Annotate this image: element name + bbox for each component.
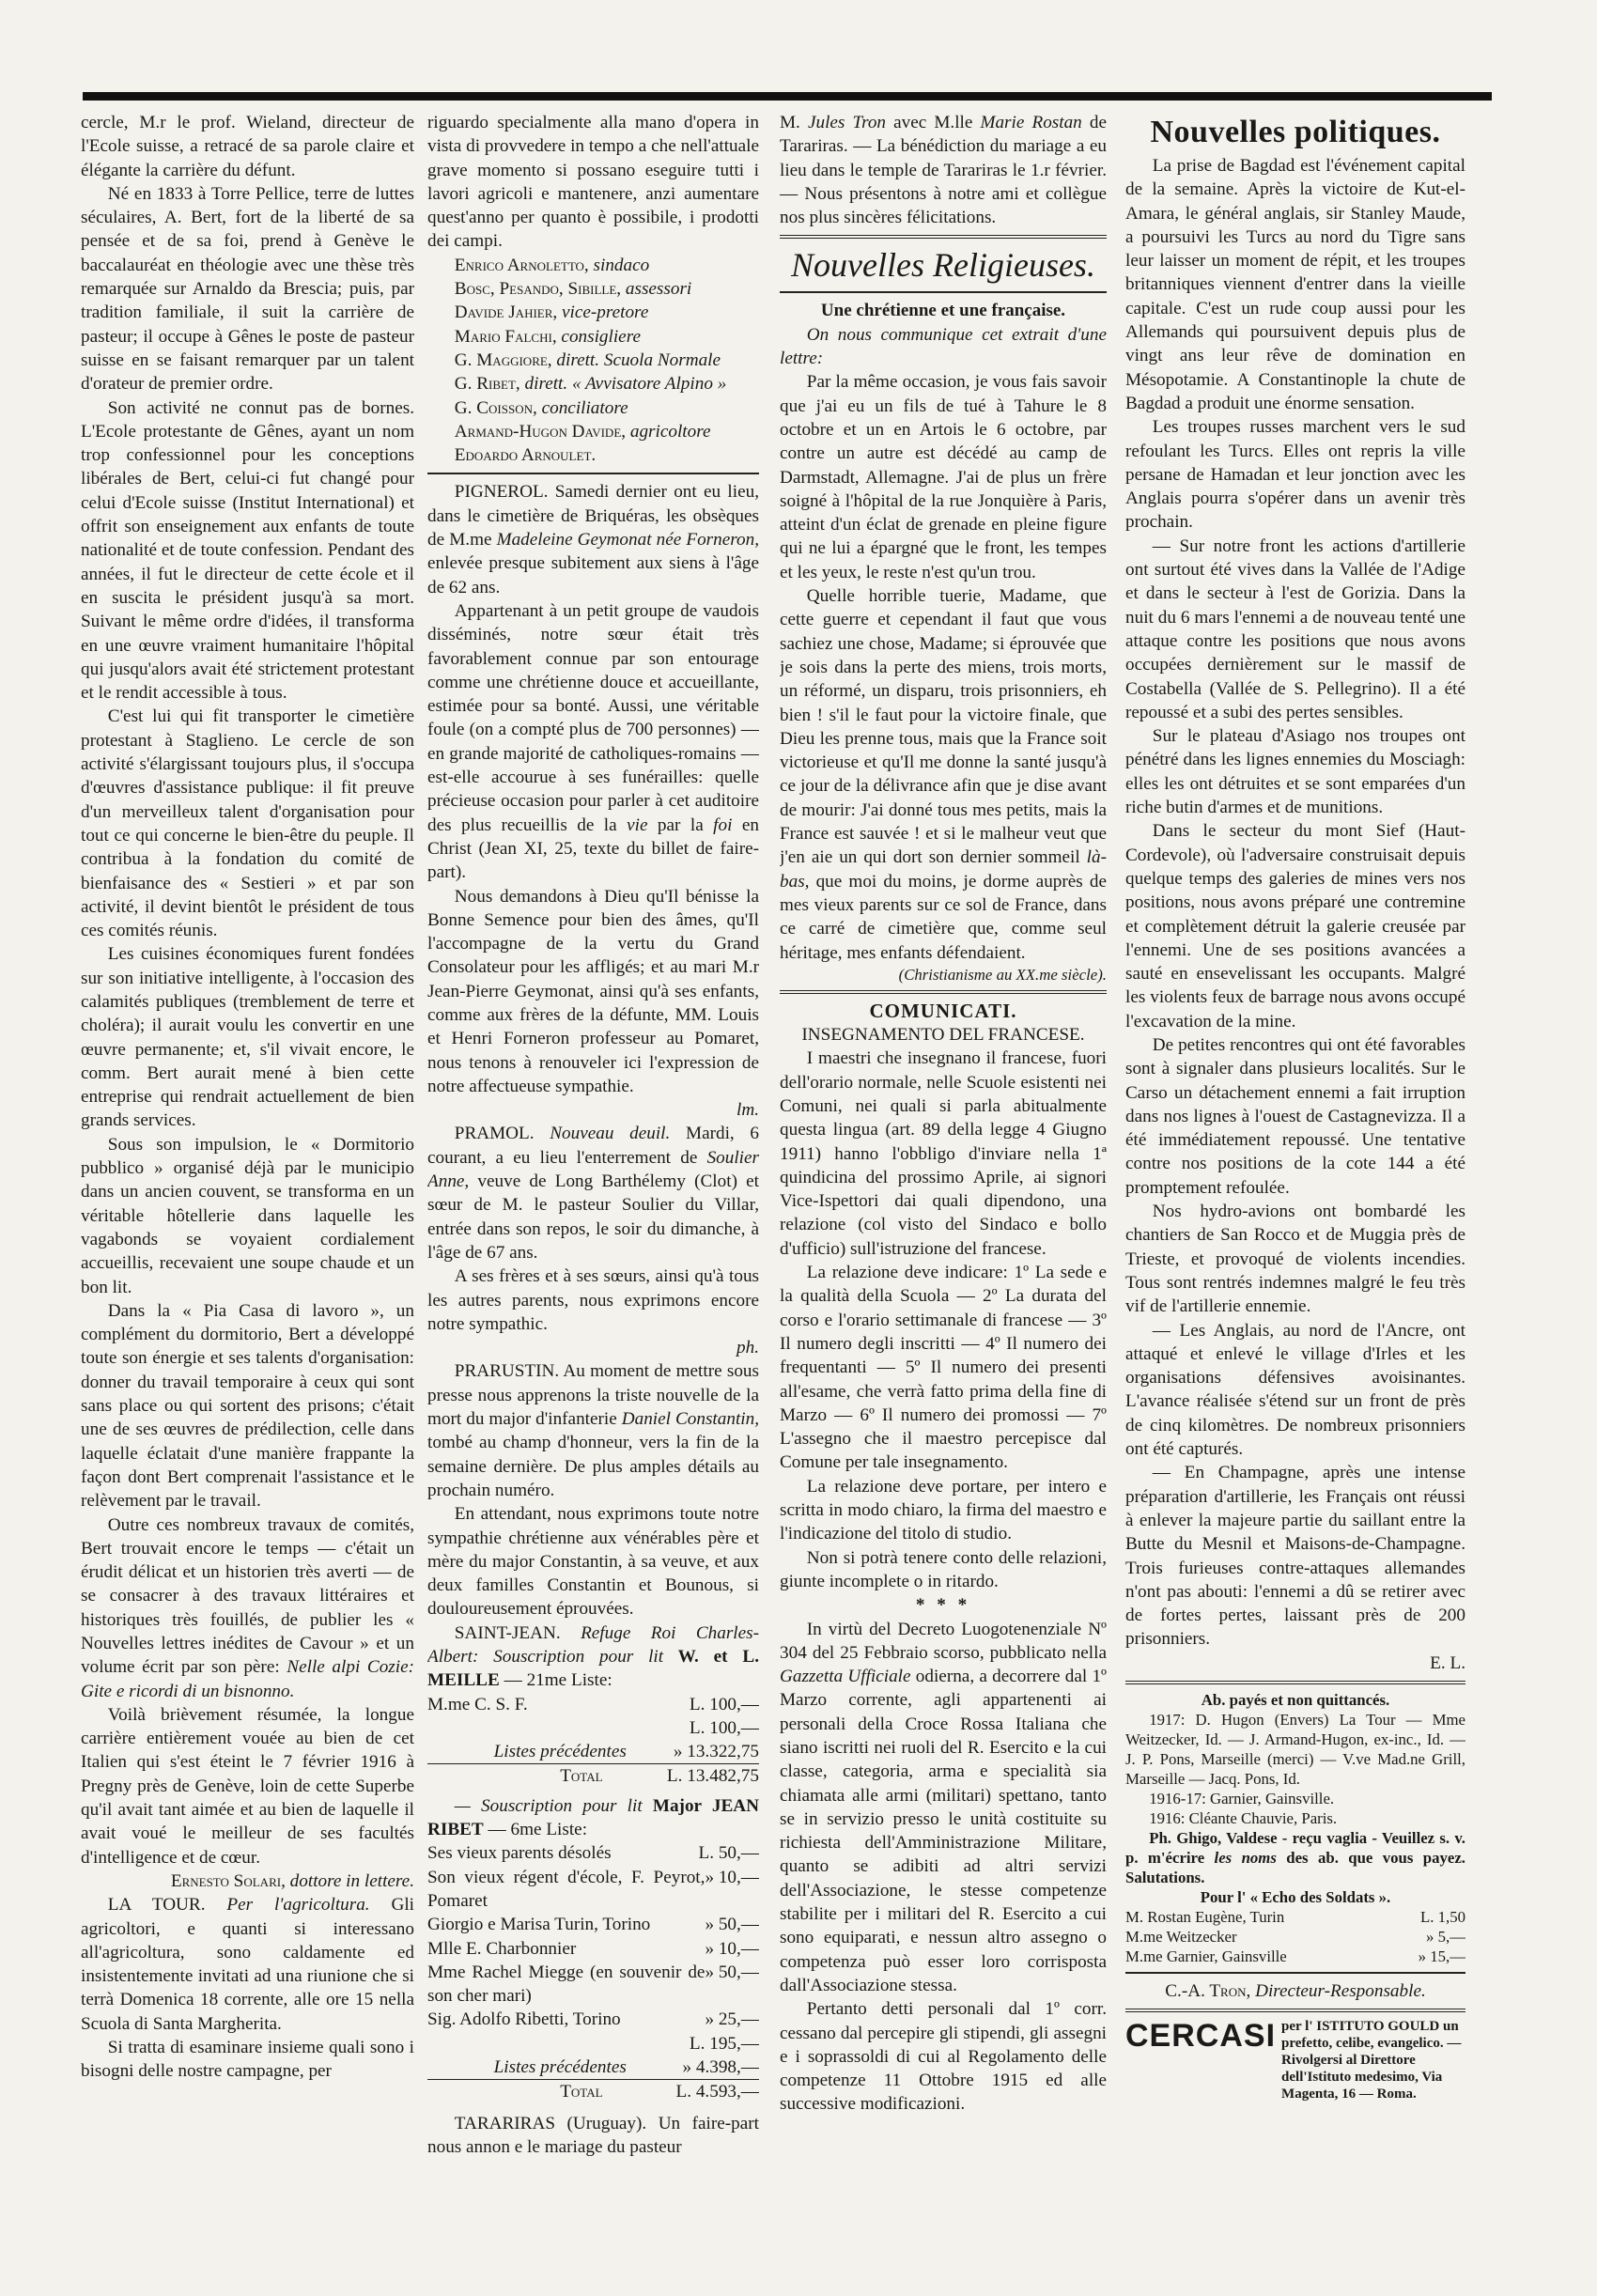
- row-value: » 10,—: [705, 1867, 759, 1887]
- divider: [427, 473, 759, 474]
- text: M.: [780, 113, 808, 132]
- total-row: [427, 2079, 759, 2103]
- paragraph: [427, 1122, 759, 1264]
- signatory: [427, 349, 759, 372]
- heading: — Souscription pour lit: [454, 1795, 643, 1816]
- text: veuve de Long Barthélemy (Clot) et sœur de M. le pasteur Soulier du Villar, entrée dans son repos, le soir du dimanche, à l'âge de 67 ans.: [427, 1171, 759, 1263]
- signature: ph.: [736, 1338, 759, 1358]
- row-label: M.me Weitzecker: [1125, 1928, 1237, 1946]
- row-label: Mlle E. Charbonnier: [427, 1938, 577, 1959]
- paragraph: [1125, 1828, 1465, 1887]
- signature: lm.: [736, 1100, 759, 1121]
- paragraph: [427, 599, 759, 885]
- paragraph: [81, 1893, 414, 2036]
- text: PIGNEROL. Samedi dernier ont eu lieu, dans le cimetière de Briquéras, les obsèques de M.me: [427, 482, 759, 551]
- row-value: » 25,—: [705, 2009, 759, 2030]
- text: vie: [627, 814, 648, 835]
- source-citation: (Christianisme au XX.me siècle).: [898, 965, 1107, 984]
- divider: [780, 291, 1107, 293]
- place-name: PRAMOL.: [454, 1124, 550, 1144]
- column-2: [427, 111, 759, 2159]
- text: In virtù del Decreto Luogotenenziale Nº 304 del 25 Febbraio scorso, pubblicato nella: [780, 1619, 1107, 1663]
- paragraph: 1916: Cléante Chauvie, Paris.: [1149, 1809, 1338, 1827]
- divider: [1125, 1972, 1465, 1974]
- paragraph: Par la même occasion, je vous fais savoir que j'ai eu un fils de tué à Tahure le 8 octobre et un en Artois le 6 octobre, par contre un autre est décédé au camp de Darmstadt, Allemagne. J'ai de plus un frère soigné à l'hôpital de la rue Jonquière à Paris, atteint d'un éclat de grenade en pleine figure qui ne lui a épargné que le front, les tempes et les yeux, le reste n'est qu'un trou.: [780, 372, 1107, 582]
- column-4: [1125, 111, 1465, 2102]
- classified-ad: [1125, 2018, 1465, 2102]
- paragraph: [780, 111, 1107, 229]
- list-row: [427, 1693, 759, 1716]
- paragraph: Nous demandons à Dieu qu'Il bénisse la Bonne Semence pour bien des âmes, qu'Il l'accompagne de la vertu du Grand Consolateur pour les affligés; et au mari M.r Jean-Pierre Geymonat, ainsi qu'à ses enfants, comme aux frères de la défunte, MM. Louis et Henri Forneron professeur au Pomaret, nous tenons à renouveler ici l'expression de notre affectueuse sympathie.: [427, 886, 759, 1096]
- total-row: [427, 1763, 759, 1788]
- text: Outre ces nombreux travaux de comités, Bert trouvait encore le temps — c'était un érudit délicat et un historien très averti — de se consacrer à des travaux littéraires et historiques très fouillés, de publier les « Nouvelles lettres inédites de Cavour » et un volume écrit par son père:: [81, 1514, 414, 1678]
- section-title: Pour l' « Echo des Soldats ».: [1200, 1888, 1391, 1906]
- paragraph: Son activité ne connut pas de bornes. L'Ecole protestante de Gênes, ayant un nom trop confessionnel pour les conceptions libérales de Bert, celui-ci fut changé pour celui d'Ecole suisse (Institut International) et offrit son enseignement aux enfants de toute nationalité et de toute confession. Pendant des années, il fut le directeur de cette école et il en suscita le président jusqu'à sa mort. Suivant le même ordre d'idées, il transforma en une œuvre vraiment humanitaire l'hôpital qui jusqu'alors avait été strictement protestant et le rendit accessible à tous.: [81, 397, 414, 704]
- text: que moi du moins, je dorme auprès de mes vieux parents sur ce sol de France, dans ce carré de cimetière que, comme seul héritage, mes enfants défendaient.: [780, 871, 1107, 963]
- paragraph: TARARIRAS (Uruguay). Un faire-part nous annon e le mariage du pasteur: [427, 2113, 759, 2157]
- paragraph: Non si potrà tenere conto delle relazioni, giunte incomplete o in ritardo.: [780, 1547, 1107, 1591]
- editor-title: Directeur-Responsable.: [1250, 1981, 1426, 2001]
- signatory-name: Edoardo Arnoulet.: [454, 445, 597, 466]
- text: Quelle horrible tuerie, Madame, que cette guerre et cependant il faut que vous sachiez une chose, Madame; si éprouvée que je sois dans la perte des miens, trois morts, un réformé, un disparu, trois prisonniers, eh bien ! s'il le faut pour la victoire finale, que Dieu les prenne tous, mais que la France soit victorieuse et qu'Il me donne la santé jusqu'à ce jour de la délivrance afin que je dise avant de mourir: J'ai donné tous mes petits, mais la France est sauvée ! et si le malheur veut que j'en aie un qui dort son dernier sommeil: [780, 586, 1107, 868]
- paragraph: C'est lui qui fit transporter le cimetière protestant à Staglieno. Le cercle de son activité s'élargissant toujours plus, il s'occupa d'œuvres d'assistance publique: il fit preuve d'un merveilleux talent d'organisation pour tout ce qui concerne le bien-être du peuple. Il contribua à la fondation du comité de bienfaisance des « Sestieri » et par son activité, il devint bientôt le président de tous ces comités réunis.: [81, 706, 414, 941]
- signatory-name: Mario Falchi,: [454, 326, 557, 347]
- paragraph: Sous son impulsion, le « Dormitorio pubblico » organisé déjà par le municipio dans un ancien couvent, se transforma en un véritable hôtellerie dans laquelle les vagabonds se voyaient cordialement accueillis, recevaient une soupe chaude et un bon lit.: [81, 1134, 414, 1297]
- signatory: [427, 277, 759, 301]
- signatory: [427, 420, 759, 443]
- list-row: [427, 1740, 759, 1763]
- signatory-name: Davide Jahier,: [454, 303, 558, 323]
- row-label: M.me C. S. F.: [427, 1694, 528, 1714]
- paragraph: Nos hydro-avions ont bombardé les chantiers de San Rocco et de Muggia près de Trieste, et provoqué de violents incendies. Tous sont rentrés indemnes malgré le feu très vif de l'artillerie ennemie.: [1125, 1202, 1465, 1317]
- row-value: L. 4.593,—: [675, 2082, 759, 2102]
- signatory-name: Armand-Hugon Davide,: [454, 421, 627, 442]
- editor-name: C.-A. Tron,: [1165, 1981, 1251, 2001]
- list-row: [427, 2008, 759, 2031]
- paragraph: On nous communique cet extrait d'une lettre:: [780, 324, 1107, 369]
- paragraph: [780, 584, 1107, 965]
- signatory: [427, 301, 759, 324]
- paragraph: — En Champagne, après une intense préparation d'artillerie, les Français ont réussi à enlever la majeure partie du saillant entre la Butte du Mesnil et Maisons-de-Champagne. Trois furieuses contre-attaques allemandes n'ont pas abouti: l'ennemi a dû se retirer avec de fortes pertes, laissant près de 200 prisonniers.: [1125, 1463, 1465, 1650]
- list-row: [1125, 1947, 1465, 1966]
- subscription-list: [427, 1841, 759, 2031]
- paragraph: Né en 1833 à Torre Pellice, terre de luttes séculaires, A. Bert, fort de la liberté de sa pensée et de sa foi, prend à Genève le baccalauréat en théologie avec une thèse très remarquée sur Arnaldo da Brescia; puis, par tradition familiale, il suit la carrière de pasteur; il occupe à Gênes le poste de pasteur suisse en se faisant remarquer par un talent d'orateur de premier ordre.: [81, 183, 414, 395]
- section-title: Ab. payés et non quittancés.: [1201, 1691, 1390, 1709]
- paragraph: Dans le secteur du mont Sief (Haut-Cordevole), où l'adversaire construisait depuis quelque temps des galeries de mines vers nos positions, nous avons préparé une contremine et complètement détruit la galerie creusée par l'ennemi. Une de ses positions avancées a sauté en ensevelissant les occupants. Malgré les violents feux de barrage nous avons occupé l'excavation de la mine.: [1125, 821, 1465, 1032]
- book-title: Nelle alpi Cozie: Gite e ricordi di un bisnonno.: [81, 1657, 414, 1701]
- section-title: COMUNICATI.: [869, 999, 1017, 1022]
- row-label: Listes précédentes: [493, 1742, 627, 1762]
- heading: Per l'agricoltura.: [226, 1895, 370, 1916]
- row-label: Son vieux régent d'école, F. Peyrot, Pomaret: [427, 1867, 705, 1911]
- text: Ph. Ghigo, Valdese - reçu vaglia - Veuillez s. v. p. m'écrire: [1125, 1829, 1465, 1867]
- paragraph: [780, 1618, 1107, 1998]
- signatory: [427, 325, 759, 349]
- text: Appartenant à un petit groupe de vaudois disséminés, notre sœur était très favorablement connue par son entourage comme une chrétienne douce et accueillante, estimée pour sa bonté. Aussi, une véritable foule (on a compté plus de 700 personnes) — en grande majorité de catholiques-romains — est-elle accourue à ses funérailles: quelle précieuse occasion pour parler à cet auditoire des plus recueillis de la: [427, 600, 759, 835]
- row-label: M. Rostan Eugène, Turin: [1125, 1908, 1285, 1926]
- row-value: » 4.398,—: [682, 2057, 759, 2078]
- paragraph: Dans la « Pia Casa di lavoro », un complément du dormitorio, Bert a développé toute son énergie et ses talents d'organisation: donner du travail temporaire à ceux qui sont sans place ou qui sortent des prisons; c'était une de ses œuvres de prédilection, celle dans laquelle éclatait d'une manière frappante la façon dont Bert comprenait l'assistance et le relèvement par le travail.: [81, 1300, 414, 1512]
- row-value: L. 1,50: [1419, 1908, 1465, 1926]
- paragraph: cercle, M.r le prof. Wieland, directeur de l'Ecole suisse, a retracé de sa parole claire et élégante la carrière du défunt.: [81, 113, 414, 180]
- row-value: » 50,—: [705, 1962, 759, 1982]
- text: des ab. que vous payez. Salutations.: [1125, 1849, 1465, 1886]
- row-label: Listes précédentes: [493, 2057, 627, 2078]
- paragraph: [427, 480, 759, 598]
- editor-line: [1125, 1979, 1465, 2003]
- list-row: [427, 2032, 759, 2056]
- place-name: LA TOUR.: [107, 1895, 227, 1916]
- signatory-role: agricoltore: [626, 421, 711, 442]
- row-value: L. 195,—: [689, 2033, 759, 2054]
- paragraph: [427, 1794, 759, 1842]
- text: Mardi, 6 courant, a eu lieu l'enterrement de: [427, 1124, 759, 1168]
- row-label: Mme Rachel Miegge (en souvenir de son cher mari): [427, 1962, 705, 2007]
- signatory-role: dirett. « Avvisatore Alpino »: [519, 374, 727, 395]
- row-value: L. 50,—: [698, 1843, 759, 1864]
- list-row: [427, 1716, 759, 1740]
- list-row: [427, 1913, 759, 1936]
- text: Gazzetta Ufficiale: [780, 1667, 911, 1687]
- text: les noms: [1214, 1849, 1277, 1867]
- paragraph: [427, 1359, 759, 1502]
- row-label: M.me Garnier, Gainsville: [1125, 1947, 1287, 1965]
- text: — 21me Liste:: [499, 1670, 612, 1691]
- subscription-list: [427, 1693, 759, 1789]
- divider: [780, 235, 1107, 239]
- list-row: [427, 1866, 759, 1914]
- signatory-role: conciliatore: [536, 397, 628, 418]
- signatory-name: Bosc, Pesando, Sibille,: [454, 279, 622, 300]
- paragraph: I maestri che insegnano il francese, fuori dell'orario normale, nelle Scuole esistenti nei Comuni, nei quali si parla abitualmente questa lingua (art. 89 della legge 4 Giugno 1911) hanno l'obbligo d'inviare nella 1ª quindicina del prossimo Aprile, ai signori Vice-Ispettori dai quali dipendono, una relazione (col visto del Sindaco e bollo d'ufficio) sull'istruzione del francese.: [780, 1048, 1107, 1259]
- list-row: [427, 1841, 759, 1865]
- signatories-list: [427, 254, 759, 468]
- text: avec M.lle: [886, 113, 981, 132]
- signatory-name: G. Ribet,: [454, 374, 520, 395]
- list-row: [427, 2056, 759, 2079]
- signatory: [427, 396, 759, 420]
- top-rule: [83, 92, 1492, 101]
- place-name: SAINT-JEAN.: [454, 1622, 581, 1643]
- row-value: » 15,—: [1418, 1947, 1465, 1965]
- separator-stars: * * *: [915, 1595, 971, 1616]
- subscriptions-block: [1125, 1710, 1465, 1966]
- person-name: Jules Tron: [807, 113, 887, 132]
- signature: [81, 1869, 414, 1893]
- heading: Refuge Roi Charles-Albert: Souscription pour lit: [427, 1622, 759, 1667]
- signatory: [427, 443, 759, 467]
- subscription-totals: [427, 2032, 759, 2104]
- article-title: Une chrétienne et une française.: [820, 301, 1066, 321]
- person-name: Marie Rostan: [980, 113, 1082, 132]
- paragraph: [81, 1513, 414, 1703]
- text: foi: [713, 814, 733, 835]
- text: de Tarariras. — La bénédiction du mariage a eu lieu dans le temple de Tarariras le 1.r février. — Nous présentons à notre ami et collègue nos plus sincères félicitations.: [780, 113, 1107, 228]
- row-value: » 13.322,75: [673, 1742, 759, 1762]
- signatory-role: consigliere: [556, 326, 641, 347]
- signatory-role: dirett. Scuola Normale: [551, 349, 721, 370]
- section-title: Nouvelles Religieuses.: [791, 246, 1095, 285]
- text: enlevée presque subitement aux siens à l'âge de 62 ans.: [427, 553, 759, 597]
- signatory-name: G. Coisson,: [454, 397, 537, 418]
- signatory-role: assessori: [621, 279, 692, 300]
- text: en Christ (Jean XI, 25, texte du billet de faire-part).: [427, 814, 759, 883]
- text: odierna, a decorrere dal 1º Marzo corrente, agli appartenenti ai personali della Croce Rossa Italiana che siano iscritti nei ruoli del R. Esercito e la cui classe, categoria, arma e specialità sia chiamata alle armi (militari) spettano, tanto se in servizio presso le unità costituite su richiesta dell'Amministrazione Militare, quanto se adibiti ad altri servizi dell'Associazione, le stesse competenze stabilite per i militari del R. Esercito a cui sono equiparati, e nessun altro assegno o competenza può esser loro corrisposta dall'Associazione stessa.: [780, 1667, 1107, 1995]
- row-label: Giorgio e Marisa Turin, Torino: [427, 1915, 651, 1935]
- paragraph: 1916-17: Garnier, Gainsville.: [1149, 1790, 1335, 1807]
- person-name: Madeleine Geymonat née Forneron,: [496, 530, 759, 551]
- list-row: [427, 1937, 759, 1961]
- row-value: » 10,—: [705, 1938, 759, 1959]
- paragraph: Les cuisines économiques furent fondées sur son initiative intelligente, à l'occasion des calamités publiques (tremblement de terre et choléra); il aurait voulu les convertir en une œuvre permanente; et, s'il vivait encore, le comm. Bert aurait mené à bien cette entreprise qui rendrait actuellement de bien grands services.: [81, 944, 414, 1131]
- row-value: L. 100,—: [689, 1694, 759, 1714]
- divider: [1125, 1681, 1465, 1684]
- text: PRARUSTIN. Au moment de mettre sous presse nous apprenons la triste nouvelle de la mort du major d'infanterie: [427, 1361, 759, 1430]
- list-row: [1125, 1907, 1465, 1927]
- paragraph: En attendant, nous exprimons toute notre sympathie chrétienne aux vénérables père et mère du major Constantin, à sa veuve, et aux deux familles Constantin et Bounous, si douloureusement éprouvées.: [427, 1504, 759, 1620]
- person-name: Daniel Constantin,: [621, 1409, 759, 1430]
- paragraph: Pertanto detti personali dal 1º corr. cessano dal percepire gli stipendi, gli assegni e i soprassoldi di cui al Regolamento delle competenze 11 Ottobre 1915 ed alle successive modificazioni.: [780, 1999, 1107, 2115]
- text: par la: [647, 814, 714, 835]
- row-value: » 5,—: [1426, 1928, 1465, 1946]
- row-value: L. 13.482,75: [666, 1766, 759, 1787]
- paragraph: — Sur notre front les actions d'artillerie ont surtout été vives dans la Vallée de l'Adige et dans le secteur à l'est de Gorizia. Dans la nuit du 6 mars l'ennemi a de nouveau tenté une attaque contre les positions que nous avons occupées dernièrement sur le massif de Costabella (Vallée de S. Pellegrino). Il a été repoussé et a subi des pertes sensibles.: [1125, 535, 1465, 722]
- paragraph: — Les Anglais, au nord de l'Ancre, ont attaqué et enlevé le village d'Irles et les organisations défensives avoisinantes. L'avance réalisée s'étend sur un front de près de cinq kilomètres. De nombreux prisonniers ont été capturés.: [1125, 1320, 1465, 1460]
- signatory-name: Enrico Arnoletto,: [454, 255, 589, 275]
- person-name: Major JEAN RIBET: [427, 1795, 759, 1840]
- ad-headline: CERCASI: [1125, 2018, 1277, 2055]
- paragraph: Sur le plateau d'Asiago nos troupes ont pénétré dans les lignes ennemies du Mosciagh: elles les ont détruites et se sont emparées d'un riche butin d'armes et de munitions.: [1125, 726, 1465, 818]
- signatory: [427, 254, 759, 277]
- signatory-name: G. Maggiore,: [454, 349, 552, 370]
- paragraph: [427, 1621, 759, 1693]
- paragraph: De petites rencontres qui ont été favorables sont à signaler dans plusieurs localités. Sur le Carso un détachement ennemi a fait irruption dans nos lignes à l'ouest de Castagnevizza. Il a été immédiatement repoussé. Une tentative contre nos positions de la cote 144 a été promptement refoulée.: [1125, 1034, 1465, 1198]
- paragraph: La relazione deve portare, per intero e scritta in modo chiaro, la firma del maestro e l'indicazione del titolo di studio.: [780, 1476, 1107, 1544]
- article-title: INSEGNAMENTO DEL FRANCESE.: [801, 1025, 1085, 1046]
- list-row: [1125, 1927, 1465, 1947]
- signatory: [427, 372, 759, 396]
- text: — 6me Liste:: [483, 1820, 588, 1840]
- heading: Nouveau deuil.: [550, 1124, 671, 1144]
- row-label: Total: [560, 2082, 603, 2102]
- person-name: W. et L. MEILLE: [427, 1647, 759, 1691]
- divider: [1125, 2009, 1465, 2012]
- paragraph: riguardo specialmente alla mano d'opera in vista di provvedere in tempo a che nell'attuale grave momento si possano eseguire tutti i lavori agricoli e mantenere, anzi aumentare quest'anno per quanto è possibile, i prodotti dei campi.: [427, 113, 759, 252]
- section-title: Nouvelles politiques.: [1150, 115, 1441, 149]
- signatory-role: sindaco: [588, 255, 650, 275]
- row-value: L. 100,—: [689, 1717, 759, 1738]
- row-label: Sig. Adolfo Ribetti, Torino: [427, 2009, 621, 2030]
- paragraph: Les troupes russes marchent vers le sud refoulant les Turcs. Elles ont repris la ville persane de Hamadan et leur jonction avec les Anglais pourra s'opérer dans un avenir très prochain.: [1125, 417, 1465, 533]
- row-value: » 50,—: [705, 1915, 759, 1935]
- author-title: dottore in lettere.: [285, 1870, 414, 1891]
- paragraph: La relazione deve indicare: 1º La sede e la qualità della Scuola — 2º La durata del corso e l'orario settimanale di francese — 3º Il numero degli inscritti — 4º Il numero dei frequentanti — 5º Il numero dei presenti all'esame, che verrà fatto prima della fine di Marzo — 6º Il numero dei promossi — 7º L'assegno che il maestro percepisce dal Comune per tale insegnamento.: [780, 1263, 1107, 1473]
- paragraph: La prise de Bagdad est l'événement capital de la semaine. Après la victoire de Kut-el-Amara, le général anglais, sir Stanley Maude, a poursuivi les Turcs au nord du Tigre sans leur laisser un moment de répit, et les troupes britanniques viennent d'entrer dans la vieille capitale. C'est un rude coup aussi pour les Allemands qui poursuivent depuis plus de vingt ans leur rêve de domination en Mésopotamie. A Constantinople la chute de Bagdad a produit une énorme sensation.: [1125, 156, 1465, 413]
- row-label: Total: [560, 1766, 603, 1787]
- text: là-bas,: [780, 847, 1107, 892]
- text: Gli agricoltori, e quanti si interessano all'agricoltura, sono caldamente ed insistentemente invitati ad una riunione che si terrà Domenica 18 corrente, alle ore 15 nella Scuola di Santa Margherita.: [81, 1895, 414, 2034]
- person-name: Soulier Anne,: [427, 1147, 759, 1192]
- paragraph: 1917: D. Hugon (Envers) La Tour — Mme Weitzecker, Id. — J. Armand-Hugon, ex-inc., Id. — J. P. Pons, Marseille (merci) — V.ve Mad.ne Grill, Marseille — Jacq. Pons, Id.: [1125, 1711, 1465, 1788]
- column-3: [780, 111, 1107, 2117]
- donations-list: [1125, 1907, 1465, 1966]
- author-name: Ernesto Solari,: [170, 1870, 286, 1891]
- ad-text: per l' ISTITUTO GOULD un prefetto, celibe, evangelico. — Rivolgersi al Direttore dell'Istituto medesimo, Via Magenta, 16 — Roma.: [1281, 2019, 1462, 2102]
- row-label: Ses vieux parents désolés: [427, 1843, 612, 1864]
- signatory-role: vice-pretore: [557, 303, 649, 323]
- text: tombé au champ d'honneur, vers la fin de la semaine dernière. De plus amples détails au prochain numéro.: [427, 1433, 759, 1500]
- paragraph: Voilà brièvement résumée, la longue carrière entièrement vouée au bien de cet Italien qui s'est éteint le 7 février 1916 à Pregny près de Genève, loin de cette Superbe qu'il avait tant aimée et au bien de laquelle il avait voué le meilleur de ses facultés d'intelligence et de cœur.: [81, 1704, 414, 1868]
- paragraph: A ses frères et à ses sœurs, ainsi qu'à tous les autres parents, nous exprimons encore notre sympathic.: [427, 1266, 759, 1334]
- column-1: [81, 111, 414, 2084]
- divider: [780, 990, 1107, 994]
- list-row: [427, 1961, 759, 2009]
- paragraph: Si tratta di esaminare insieme quali sono i bisogni delle nostre campagne, per: [81, 2038, 414, 2082]
- signature: E. L.: [1430, 1652, 1465, 1673]
